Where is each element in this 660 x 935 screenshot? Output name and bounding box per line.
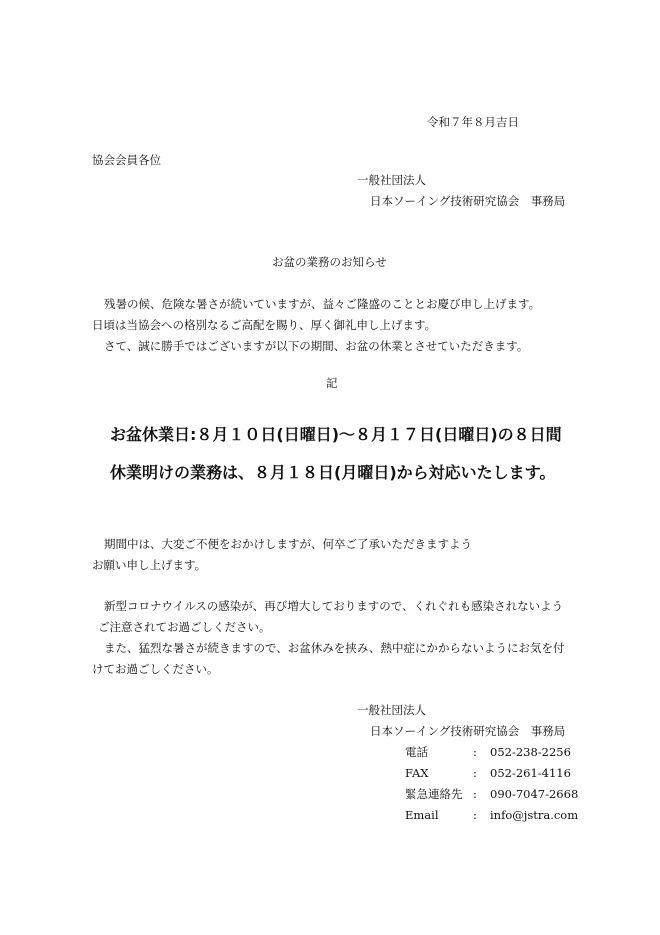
contact-label: 緊急連絡先 [405,787,463,801]
intro-line-2: 日頃は当協会への格別なるご高配を賜り、厚く御礼申し上げます。 [92,318,437,332]
intro-line-1: 残暑の候、危険な暑さが続いていますが、益々ご隆盛のこととお慶び申し上げます。 [104,297,541,311]
sender-org-name-bottom: 日本ソーイング技術研究協会 事務局 [370,724,566,738]
notice-title: お盆の業務のお知らせ [272,255,387,269]
issue-date: 令和７年８月吉日 [427,115,519,129]
contact-value: info@jstra.com [490,808,579,822]
holiday-period: お盆休業日:８月１０日(日曜日)～８月１７日(日曜日)の８日間 [110,425,562,444]
corona-line-1: 新型コロナウイルスの感染が、再び増大しておりますので、くれぐれも感染されないよう [104,599,564,613]
sender-org-type-top: 一般社団法人 [357,173,426,187]
business-resume: 休業明けの業務は、８月１８日(月曜日)から対応いたします。 [110,463,556,482]
contact-separator: : [473,787,477,801]
contact-separator: : [473,766,477,780]
apology-line-2: お願い申し上げます。 [92,558,207,572]
corona-line-2: ご注意されてお過ごしください。 [98,620,271,634]
recipient: 協会会員各位 [92,153,161,167]
contact-value: 052-261-4116 [490,766,571,780]
contact-separator: : [473,745,477,759]
contact-label: FAX [405,766,429,780]
contact-label: 電話 [405,745,428,759]
heat-line-1: また、猛烈な暑さが続きますので、お盆休みを挟み、熱中症にかからないようにお気を付 [104,641,565,655]
sender-org-name-top: 日本ソーイング技術研究協会 事務局 [370,194,566,208]
contact-separator: : [473,808,477,822]
heat-line-2: けてお過ごしください。 [92,662,219,676]
sender-org-type-bottom: 一般社団法人 [357,703,426,717]
ki-heading: 記 [326,376,338,390]
contact-label: Email [405,808,439,822]
contact-value: 052-238-2256 [490,745,571,759]
apology-line-1: 期間中は、大変ご不便をおかけしますが、何卒ご了承いただきますよう [104,537,472,551]
intro-line-3: さて、誠に勝手ではございますが以下の期間、お盆の休業とさせていただきます。 [104,339,529,353]
contact-value: 090-7047-2668 [490,787,579,801]
